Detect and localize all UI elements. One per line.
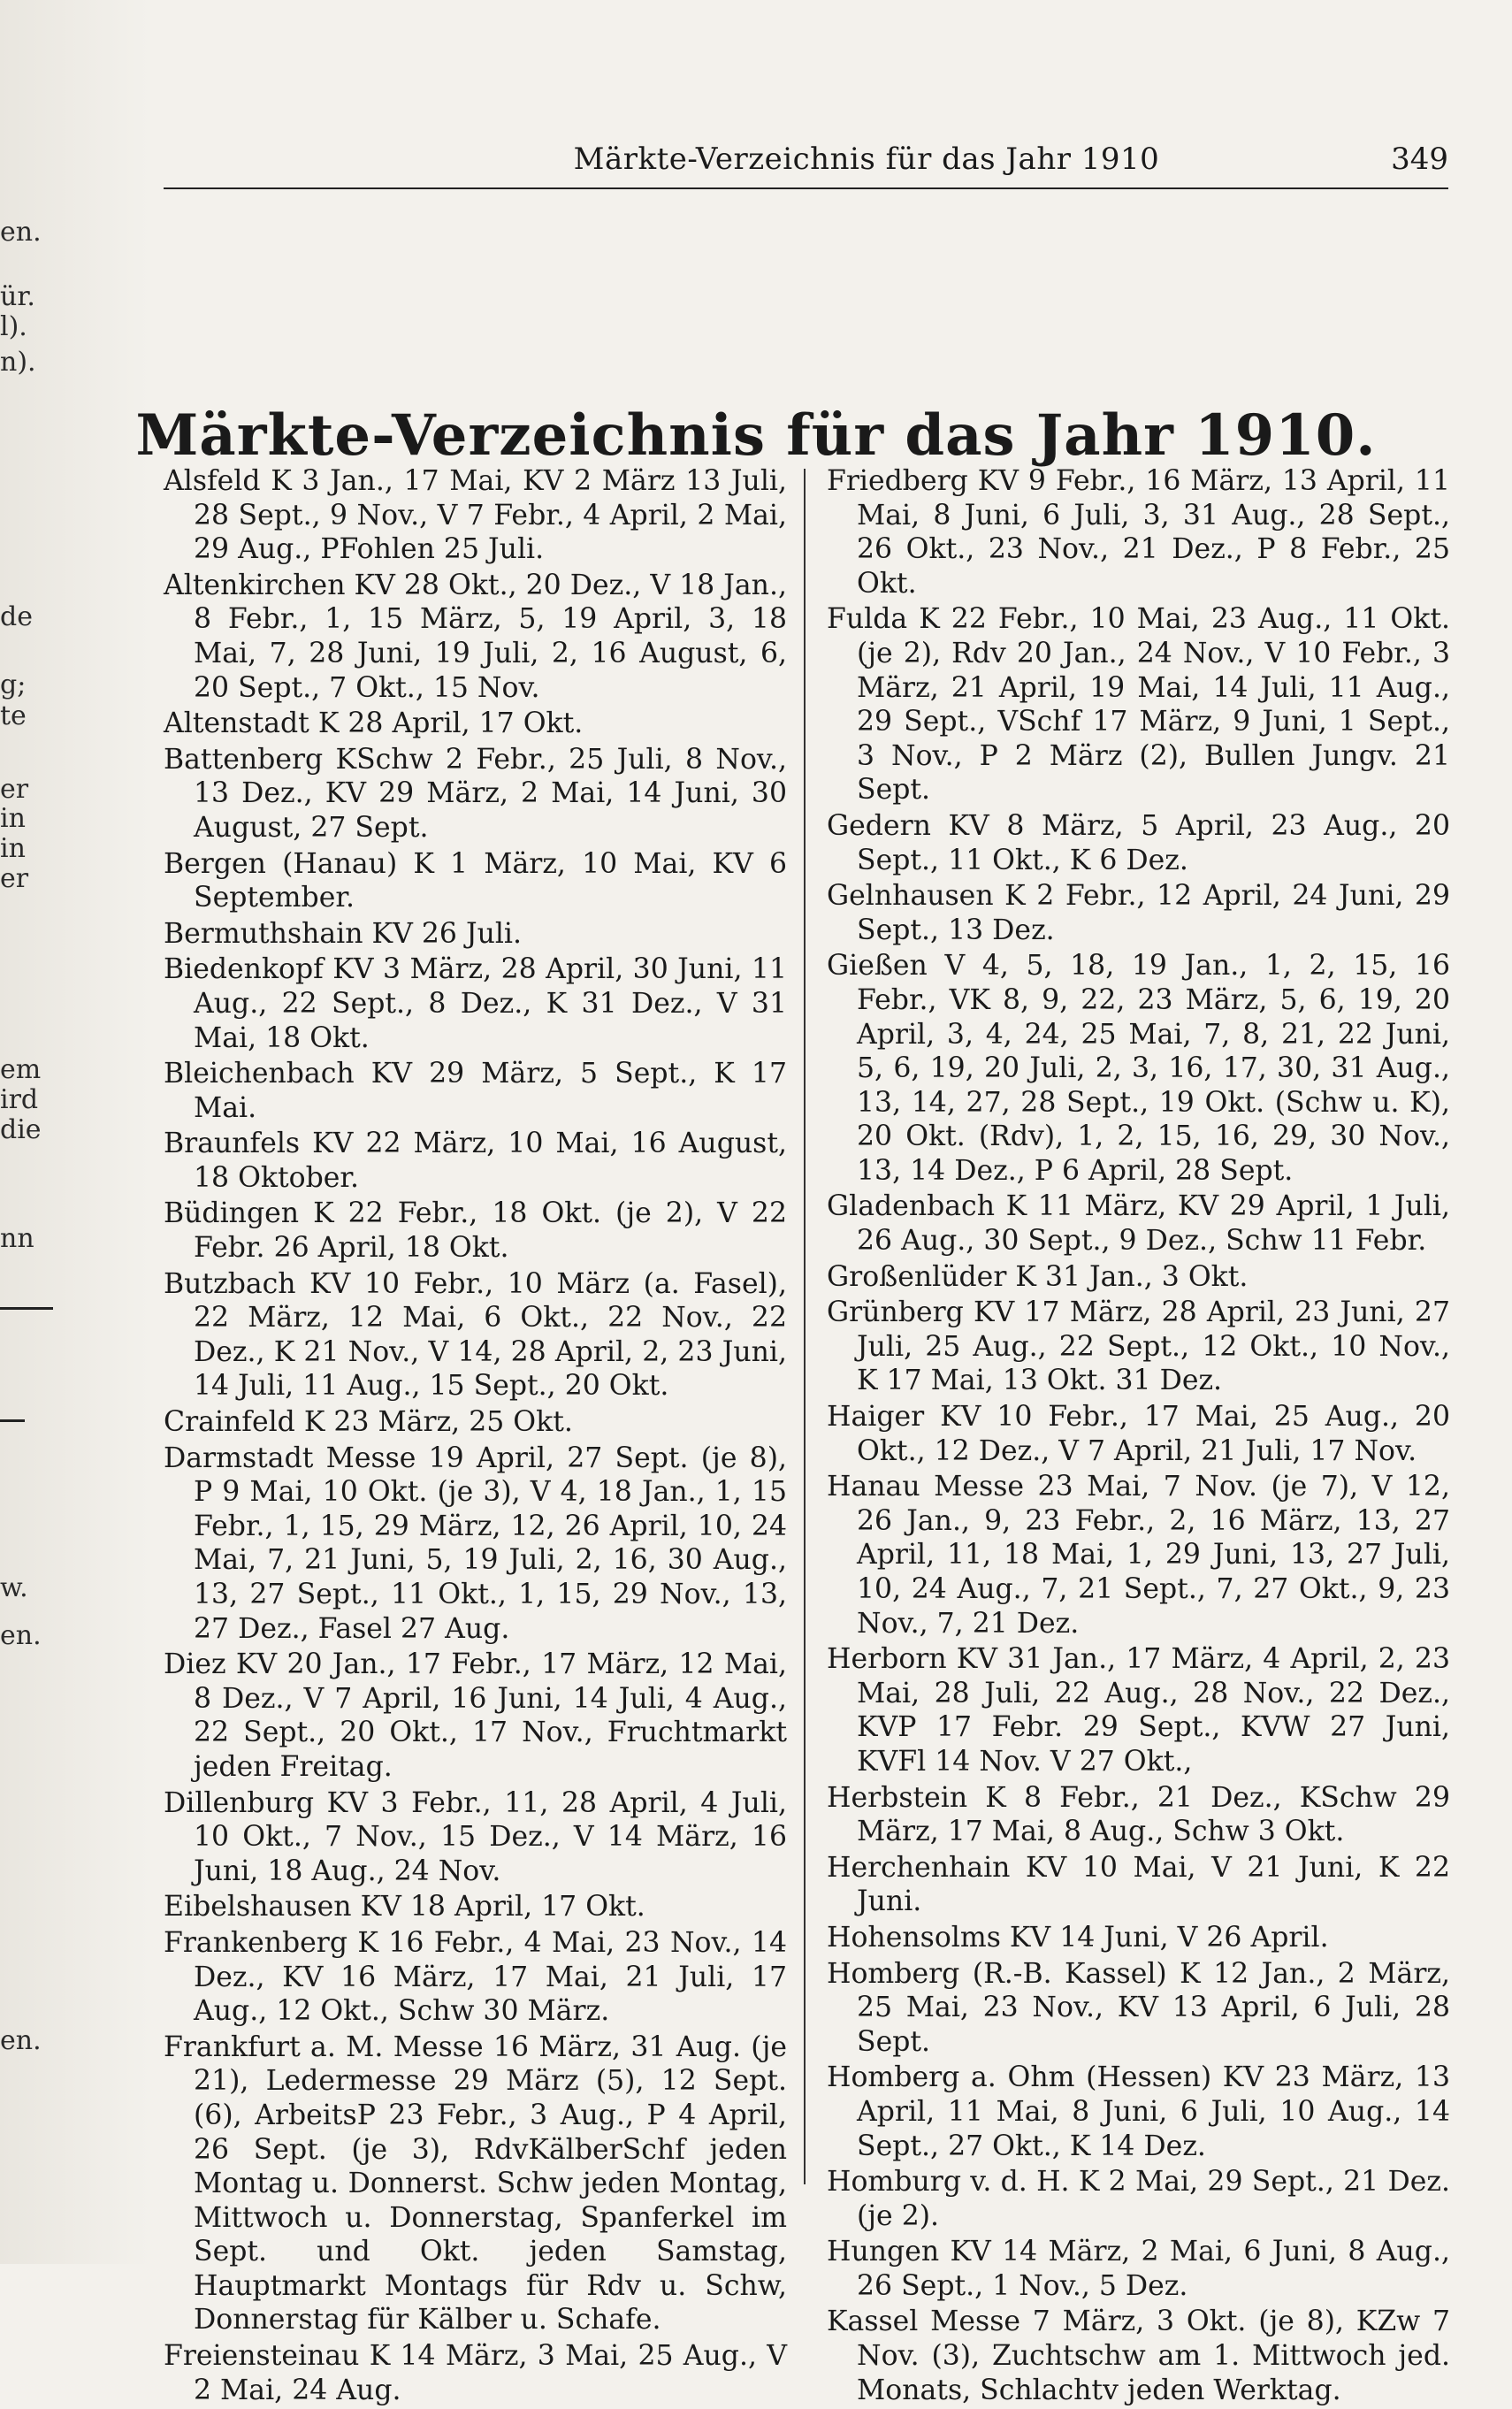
market-entry: Frankenberg K 16 Febr., 4 Mai, 23 Nov., 14 Dez., KV 16 März, 17 Mai, 21 Juli, 17 Aug., 12 Okt., Schw 30 März. [164,1926,787,2028]
market-entry: Großenlüder K 31 Jan., 3 Okt. [827,1260,1249,1293]
right-column [827,464,1450,2409]
gutter-fragment: ür. [0,281,35,312]
market-entry: Friedberg KV 9 Febr., 16 März, 13 April, 11 Mai, 8 Juni, 6 Juli, 3, 31 Aug., 28 Sept., 26 Okt., 23 Nov., 21 Dez., P 8 Febr., 25 Okt. [827,465,1450,600]
page-title: Märkte-Verzeichnis für das Jahr 1910. [135,402,1377,469]
gutter-fragment: en. [0,1620,42,1651]
gutter-fragment: g; [0,669,27,700]
gutter-fragment: de [0,601,33,632]
gutter-fragment: er [0,863,29,894]
market-entry: Homburg v. d. H. K 2 Mai, 29 Sept., 21 Dez. (je 2). [827,2166,1450,2232]
column-rule [804,469,806,2184]
market-entry: Altenstadt K 28 April, 17 Okt. [164,707,584,740]
gutter-fragment: er [0,774,29,805]
market-entry: Bermuthshain KV 26 Juli. [164,917,523,950]
gutter-fragment: en. [0,217,42,248]
market-entry: Hohensolms KV 14 Juni, V 26 April. [827,1921,1329,1954]
header-rule [164,187,1448,189]
market-entry: Battenberg KSchw 2 Febr., 25 Juli, 8 Nov., 13 Dez., KV 29 März, 2 Mai, 14 Juni, 30 August, 27 Sept. [164,743,787,844]
gutter-rule [0,1419,25,1422]
adjacent-page-gutter [0,0,150,2264]
market-entry: Bleichenbach KV 29 März, 5 Sept., K 17 Mai. [164,1058,787,1124]
gutter-fragment: in [0,833,26,864]
market-entry: Homberg a. Ohm (Hessen) KV 23 März, 13 April, 11 Mai, 8 Juni, 6 Juli, 10 Aug., 14 Sept., 27 Okt., K 14 Dez. [827,2061,1450,2162]
market-entry: Freiensteinau K 14 März, 3 Mai, 25 Aug., V 2 Mai, 24 Aug. [164,2340,787,2406]
market-entry: Kassel Messe 7 März, 3 Okt. (je 8), KZw 7 Nov. (3), Zuchtschw am 1. Mittwoch jed. Monats, Schlachtv jeden Werktag. [827,2306,1450,2406]
market-entry: Braunfels KV 22 März, 10 Mai, 16 August, 18 Oktober. [164,1128,787,1194]
market-entry: Homberg (R.-B. Kassel) K 12 Jan., 2 März, 25 Mai, 23 Nov., KV 13 April, 6 Juli, 28 Sept. [827,1957,1450,2058]
market-entry: Dillenburg KV 3 Febr., 11, 28 April, 4 Juli, 10 Okt., 7 Nov., 15 Dez., V 14 März, 16 Juni, 18 Aug., 24 Nov. [164,1786,787,1887]
gutter-fragment: l). [0,311,27,342]
gutter-fragment: te [0,700,27,731]
market-entry: Biedenkopf KV 3 März, 28 April, 30 Juni, 11 Aug., 22 Sept., 8 Dez., K 31 Dez., V 31 Mai, 18 Okt. [164,953,787,1054]
market-entry: Grünberg KV 17 März, 28 April, 23 Juni, 27 Juli, 25 Aug., 22 Sept., 12 Okt., 10 Nov., K 17 Mai, 13 Okt. 31 Dez. [827,1296,1450,1397]
market-entry: Fulda K 22 Febr., 10 Mai, 23 Aug., 11 Okt. (je 2), Rdv 20 Jan., 24 Nov., V 10 Febr., 3 März, 21 April, 19 Mai, 14 Juli, 11 Aug., 29 Sept., VSchf 17 März, 9 Juni, 1 Sept., 3 Nov., P 2 März (2), Bullen Jungv. 21 Sept. [827,603,1450,807]
market-entry: Altenkirchen KV 28 Okt., 20 Dez., V 18 Jan., 8 Febr., 1, 15 März, 5, 19 April, 3, 18 Mai, 7, 28 Juni, 19 Juli, 2, 16 August, 6, 20 Sept., 7 Okt., 15 Nov. [164,569,787,704]
gutter-fragment: ird [0,1084,39,1115]
gutter-fragment: en. [0,2025,42,2056]
running-header: Märkte-Verzeichnis für das Jahr 1910 [573,141,1160,177]
market-entry: Frankfurt a. M. Messe 16 März, 31 Aug. (je 21), Ledermesse 29 März (5), 12 Sept. (6), ArbeitsP 23 Febr., 3 Aug., P 4 April, 26 Sept. (je 3), RdvKälberSchf jeden Montag u. Donnerst. Schw jeden Montag, Mittwoch u. Donnerstag, Spanferkel im Sept. und Okt. jeden Samstag, Hauptmarkt Montags für Rdv u. Schw, Donnerstag für Kälber u. Schafe. [164,2030,787,2336]
market-entry: Hanau Messe 23 Mai, 7 Nov. (je 7), V 12, 26 Jan., 9, 23 Febr., 2, 16 März, 13, 27 April, 11, 18 Mai, 1, 29 Juni, 13, 27 Juli, 10, 24 Aug., 7, 21 Sept., 7, 27 Okt., 9, 23 Nov., 7, 21 Dez. [827,1471,1450,1640]
market-entry: Bergen (Hanau) K 1 März, 10 Mai, KV 6 September. [164,847,787,914]
page-number: 349 [1391,141,1448,177]
market-entry: Herbstein K 8 Febr., 21 Dez., KSchw 29 März, 17 Mai, 8 Aug., Schw 3 Okt. [827,1781,1450,1848]
market-entry: Gießen V 4, 5, 18, 19 Jan., 1, 2, 15, 16 Febr., VK 8, 9, 22, 23 März, 5, 6, 19, 20 April, 3, 4, 24, 25 Mai, 7, 8, 21, 22 Juni, 5, 6, 19, 20 Juli, 2, 3, 16, 17, 30, 31 Aug., 13, 14, 27, 28 Sept., 19 Okt. (Schw u. K), 20 Okt. (Rdv), 1, 2, 15, 16, 29, 30 Nov., 13, 14 Dez., P 6 April, 28 Sept. [827,950,1450,1187]
gutter-fragment: n). [0,347,36,378]
market-entry: Crainfeld K 23 März, 25 Okt. [164,1406,573,1439]
market-entry: Herchenhain KV 10 Mai, V 21 Juni, K 22 Juni. [827,1851,1450,1918]
market-entry: Büdingen K 22 Febr., 18 Okt. (je 2), V 22 Febr. 26 April, 18 Okt. [164,1197,787,1265]
gutter-fragment: in [0,803,26,834]
market-entry: Gladenbach K 11 März, KV 29 April, 1 Juli, 26 Aug., 30 Sept., 9 Dez., Schw 11 Febr. [827,1190,1450,1258]
market-entry: Gelnhausen K 2 Febr., 12 April, 24 Juni, 29 Sept., 13 Dez. [827,880,1450,946]
gutter-rule [0,1307,53,1310]
gutter-fragment: die [0,1114,42,1145]
market-entry: Haiger KV 10 Febr., 17 Mai, 25 Aug., 20 Okt., 12 Dez., V 7 April, 21 Juli, 17 Nov. [827,1401,1450,1467]
market-entry: Butzbach KV 10 Febr., 10 März (a. Fasel), 22 März, 12 Mai, 6 Okt., 22 Nov., 22 Dez., K 21 Nov., V 14, 28 April, 2, 23 Juni, 14 Juli, 11 Aug., 15 Sept., 20 Okt. [164,1267,787,1403]
market-entry: Alsfeld K 3 Jan., 17 Mai, KV 2 März 13 Juli, 28 Sept., 9 Nov., V 7 Febr., 4 April, 2 Mai, 29 Aug., PFohlen 25 Juli. [164,465,787,566]
gutter-fragment: w. [0,1572,28,1603]
market-entry: Herborn KV 31 Jan., 17 März, 4 April, 2, 23 Mai, 28 Juli, 22 Aug., 28 Nov., 22 Dez., KVP 17 Febr. 29 Sept., KVW 27 Juni, KVFl 14 Nov. V 27 Okt., [827,1643,1450,1778]
gutter-fragment: nn [0,1223,34,1254]
market-entry: Darmstadt Messe 19 April, 27 Sept. (je 8), P 9 Mai, 10 Okt. (je 3), V 4, 18 Jan., 1, 15 Febr., 1, 15, 29 März, 12, 26 April, 10, 24 Mai, 7, 21 Juni, 5, 19 Juli, 2, 16, 30 Aug., 13, 27 Sept., 11 Okt., 1, 15, 29 Nov., 13, 27 Dez., Fasel 27 Aug. [164,1442,787,1645]
market-entry: Diez KV 20 Jan., 17 Febr., 17 März, 12 Mai, 8 Dez., V 7 April, 16 Juni, 14 Juli, 4 Aug., 22 Sept., 20 Okt., 17 Nov., Fruchtmarkt jeden Freitag. [164,1648,787,1783]
market-entry: Hungen KV 14 März, 2 Mai, 6 Juni, 8 Aug., 26 Sept., 1 Nov., 5 Dez. [827,2236,1450,2302]
gutter-fragment: em [0,1054,42,1085]
market-entry: Eibelshausen KV 18 April, 17 Okt. [164,1891,645,1923]
left-column [164,464,787,2409]
market-entry: Gedern KV 8 März, 5 April, 23 Aug., 20 Sept., 11 Okt., K 6 Dez. [827,809,1450,876]
